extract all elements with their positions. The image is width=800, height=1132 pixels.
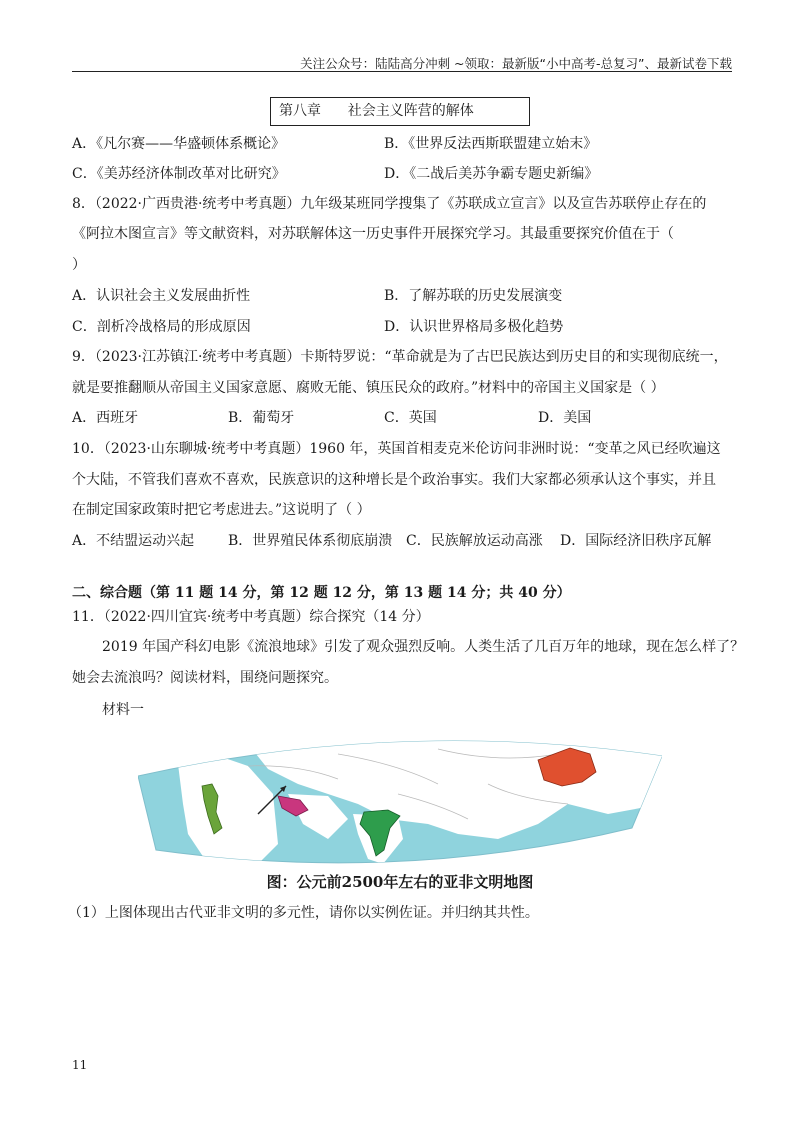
q9-stem-line1: 9．（2023·江苏镇江·统考中考真题）卡斯特罗说：“革命就是为了古巴民族达到历史目的和实现彻底统一， xyxy=(72,349,728,365)
q9-option-c: C．英国 xyxy=(384,410,437,426)
q9-stem-line2: 就是要推翻顺从帝国主义国家意愿、腐败无能、镇压民众的政府。”材料中的帝国主义国家是（ ） xyxy=(72,380,665,396)
q10-option-c: C．民族解放运动高涨 xyxy=(406,533,543,549)
q8-option-b: B．了解苏联的历史发展演变 xyxy=(384,288,563,304)
q11-paragraph-line1: 2019 年国产科幻电影《流浪地球》引发了观众强烈反响。人类生活了几百万年的地球，现在怎么样了？ xyxy=(102,639,745,655)
q11-stem-line1: 11．（2022·四川宜宾·统考中考真题）综合探究（14 分） xyxy=(72,609,430,625)
chapter-title-box: 第八章 社会主义阵营的解体 xyxy=(270,97,530,126)
q7-option-a: A．《凡尔赛——华盛顿体系概论》 xyxy=(72,136,286,152)
q7-option-c: C．《美苏经济体制改革对比研究》 xyxy=(72,166,286,182)
q11-material-label: 材料一 xyxy=(102,702,144,718)
page-number: 11 xyxy=(72,1058,88,1072)
q7-option-d: D．《二战后美苏争霸专题史新编》 xyxy=(384,166,599,182)
ancient-civilizations-map xyxy=(138,724,662,864)
q10-stem-line2: 个大陆，不管我们喜欢不喜欢，民族意识的这种增长是个政治事实。我们大家都必须承认这个事实，并且 xyxy=(72,472,716,488)
q9-option-d: D．美国 xyxy=(538,410,592,426)
section-2-title: 二、综合题（第 11 题 14 分，第 12 题 12 分，第 13 题 14 分；共 40 分） xyxy=(72,585,571,601)
q8-option-d: D．认识世界格局多极化趋势 xyxy=(384,319,564,335)
q11-paragraph-line2: 她会去流浪吗？阅读材料，围绕问题探究。 xyxy=(72,670,338,686)
q10-option-a: A．不结盟运动兴起 xyxy=(72,533,195,549)
q8-stem-line1: 8．（2022·广西贵港·统考中考真题）九年级某班同学搜集了《苏联成立宣言》以及宣告苏联停止存在的 xyxy=(72,196,707,212)
q9-option-a: A．西班牙 xyxy=(72,410,139,426)
map-caption: 图：公元前2500年左右的亚非文明地图 xyxy=(266,873,534,891)
header-rule xyxy=(72,71,732,72)
q8-stem-line2: 《阿拉木图宣言》等文献资料，对苏联解体这一历史事件开展探究学习。其最重要探究价值在于（ xyxy=(72,226,674,242)
q11-subquestion-1: （1）上图体现出古代亚非文明的多元性，请你以实例佐证。并归纳其共性。 xyxy=(68,905,539,921)
q8-option-a: A．认识社会主义发展曲折性 xyxy=(72,288,251,304)
q8-option-c: C．剖析冷战格局的形成原因 xyxy=(72,319,251,335)
q10-option-d: D．国际经济旧秩序瓦解 xyxy=(560,533,712,549)
q8-stem-line3: ） xyxy=(72,257,86,273)
q10-stem-line1: 10．（2023·山东聊城·统考中考真题）1960 年，英国首相麦克米伦访问非洲时说：“变革之风已经吹遍这 xyxy=(72,441,721,457)
q10-stem-line3: 在制定国家政策时把它考虑进去。”这说明了（ ） xyxy=(72,502,371,518)
page-header: 关注公众号：陆陆高分冲刺 ~领取：最新版“小中高考-总复习”、最新试卷下载 xyxy=(300,56,732,71)
q10-option-b: B．世界殖民体系彻底崩溃 xyxy=(228,533,393,549)
q9-option-b: B．葡萄牙 xyxy=(228,410,295,426)
q7-option-b: B．《世界反法西斯联盟建立始末》 xyxy=(384,136,598,152)
